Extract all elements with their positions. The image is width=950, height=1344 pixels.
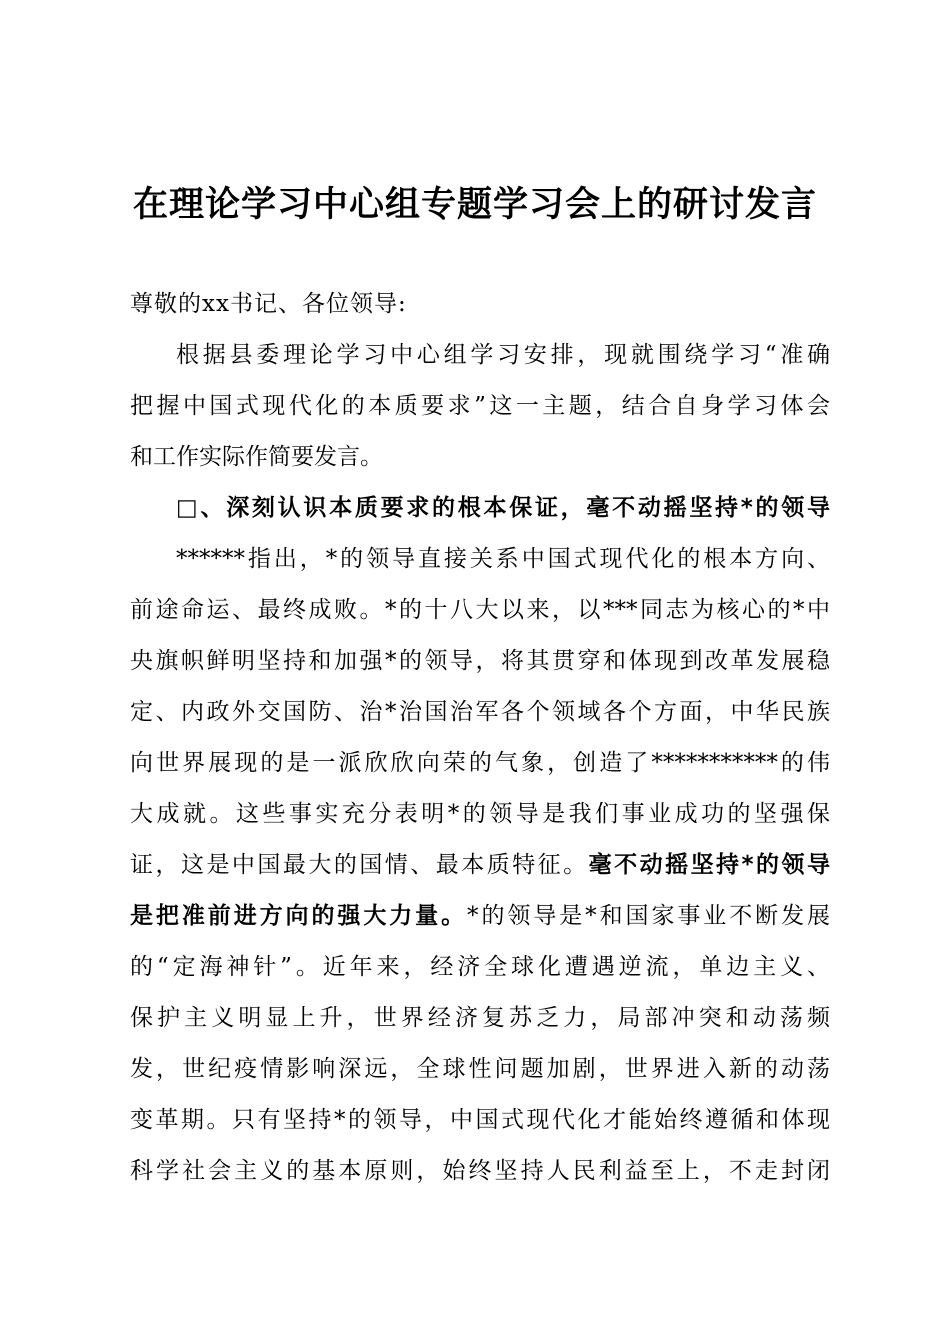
salutation: 尊敬的xx书记、各位领导: — [130, 291, 407, 317]
paragraph-text: *的领导是*和国家事业不断发展 — [467, 903, 831, 929]
paragraph-line: 保护主义明显上升，世界经济复苏乏力，局部冲突和动荡频 — [130, 1005, 830, 1031]
document-title: 在理论学习中心组专题学习会上的研讨发言 — [132, 185, 817, 225]
paragraph-line: 发，世纪疫情影响深远，全球性问题加剧，世界进入新的动荡 — [130, 1056, 830, 1082]
emphasis-text: 是把准前进方向的强大力量。 — [130, 903, 468, 929]
paragraph-line: 前途命运、最终成败。*的十八大以来，以***同志为核心的*中 — [130, 597, 830, 623]
paragraph-line: 大成就。这些事实充分表明*的领导是我们事业成功的坚强保 — [130, 801, 830, 827]
paragraph-line: 的“定海神针”。近年来，经济全球化遭遇逆流，单边主义、 — [130, 954, 830, 980]
paragraph-line: 央旗帜鲜明坚持和加强*的领导，将其贯穿和体现到改革发展稳 — [130, 648, 830, 674]
paragraph-line: 科学社会主义的基本原则，始终坚持人民利益至上，不走封闭 — [130, 1158, 830, 1184]
paragraph-line: 向世界展现的是一派欣欣向荣的气象，创造了***********的伟 — [130, 750, 830, 776]
paragraph-line — [130, 891, 830, 942]
section-heading: □、深刻认识本质要求的根本保证，毫不动摇坚持*的领导 — [176, 495, 830, 521]
document-body — [130, 279, 830, 1197]
paragraph-line: ******指出，*的领导直接关系中国式现代化的根本方向、 — [176, 546, 830, 572]
paragraph-line: 变革期。只有坚持*的领导，中国式现代化才能始终遵循和体现 — [130, 1107, 830, 1133]
intro-line: 根据县委理论学习中心组学习安排，现就围绕学习“准确 — [176, 342, 830, 368]
paragraph-text: 证，这是中国最大的国情、最本质特征。 — [130, 852, 589, 878]
intro-line: 和工作实际作简要发言。 — [130, 444, 383, 470]
emphasis-text: 毫不动摇坚持*的领导 — [588, 852, 831, 878]
intro-line: 把握中国式现代化的本质要求”这一主题，结合自身学习体会 — [130, 393, 830, 419]
paragraph-line: 定、内政外交国防、治*治国治军各个领域各个方面，中华民族 — [130, 699, 830, 725]
paragraph-line — [130, 840, 830, 891]
